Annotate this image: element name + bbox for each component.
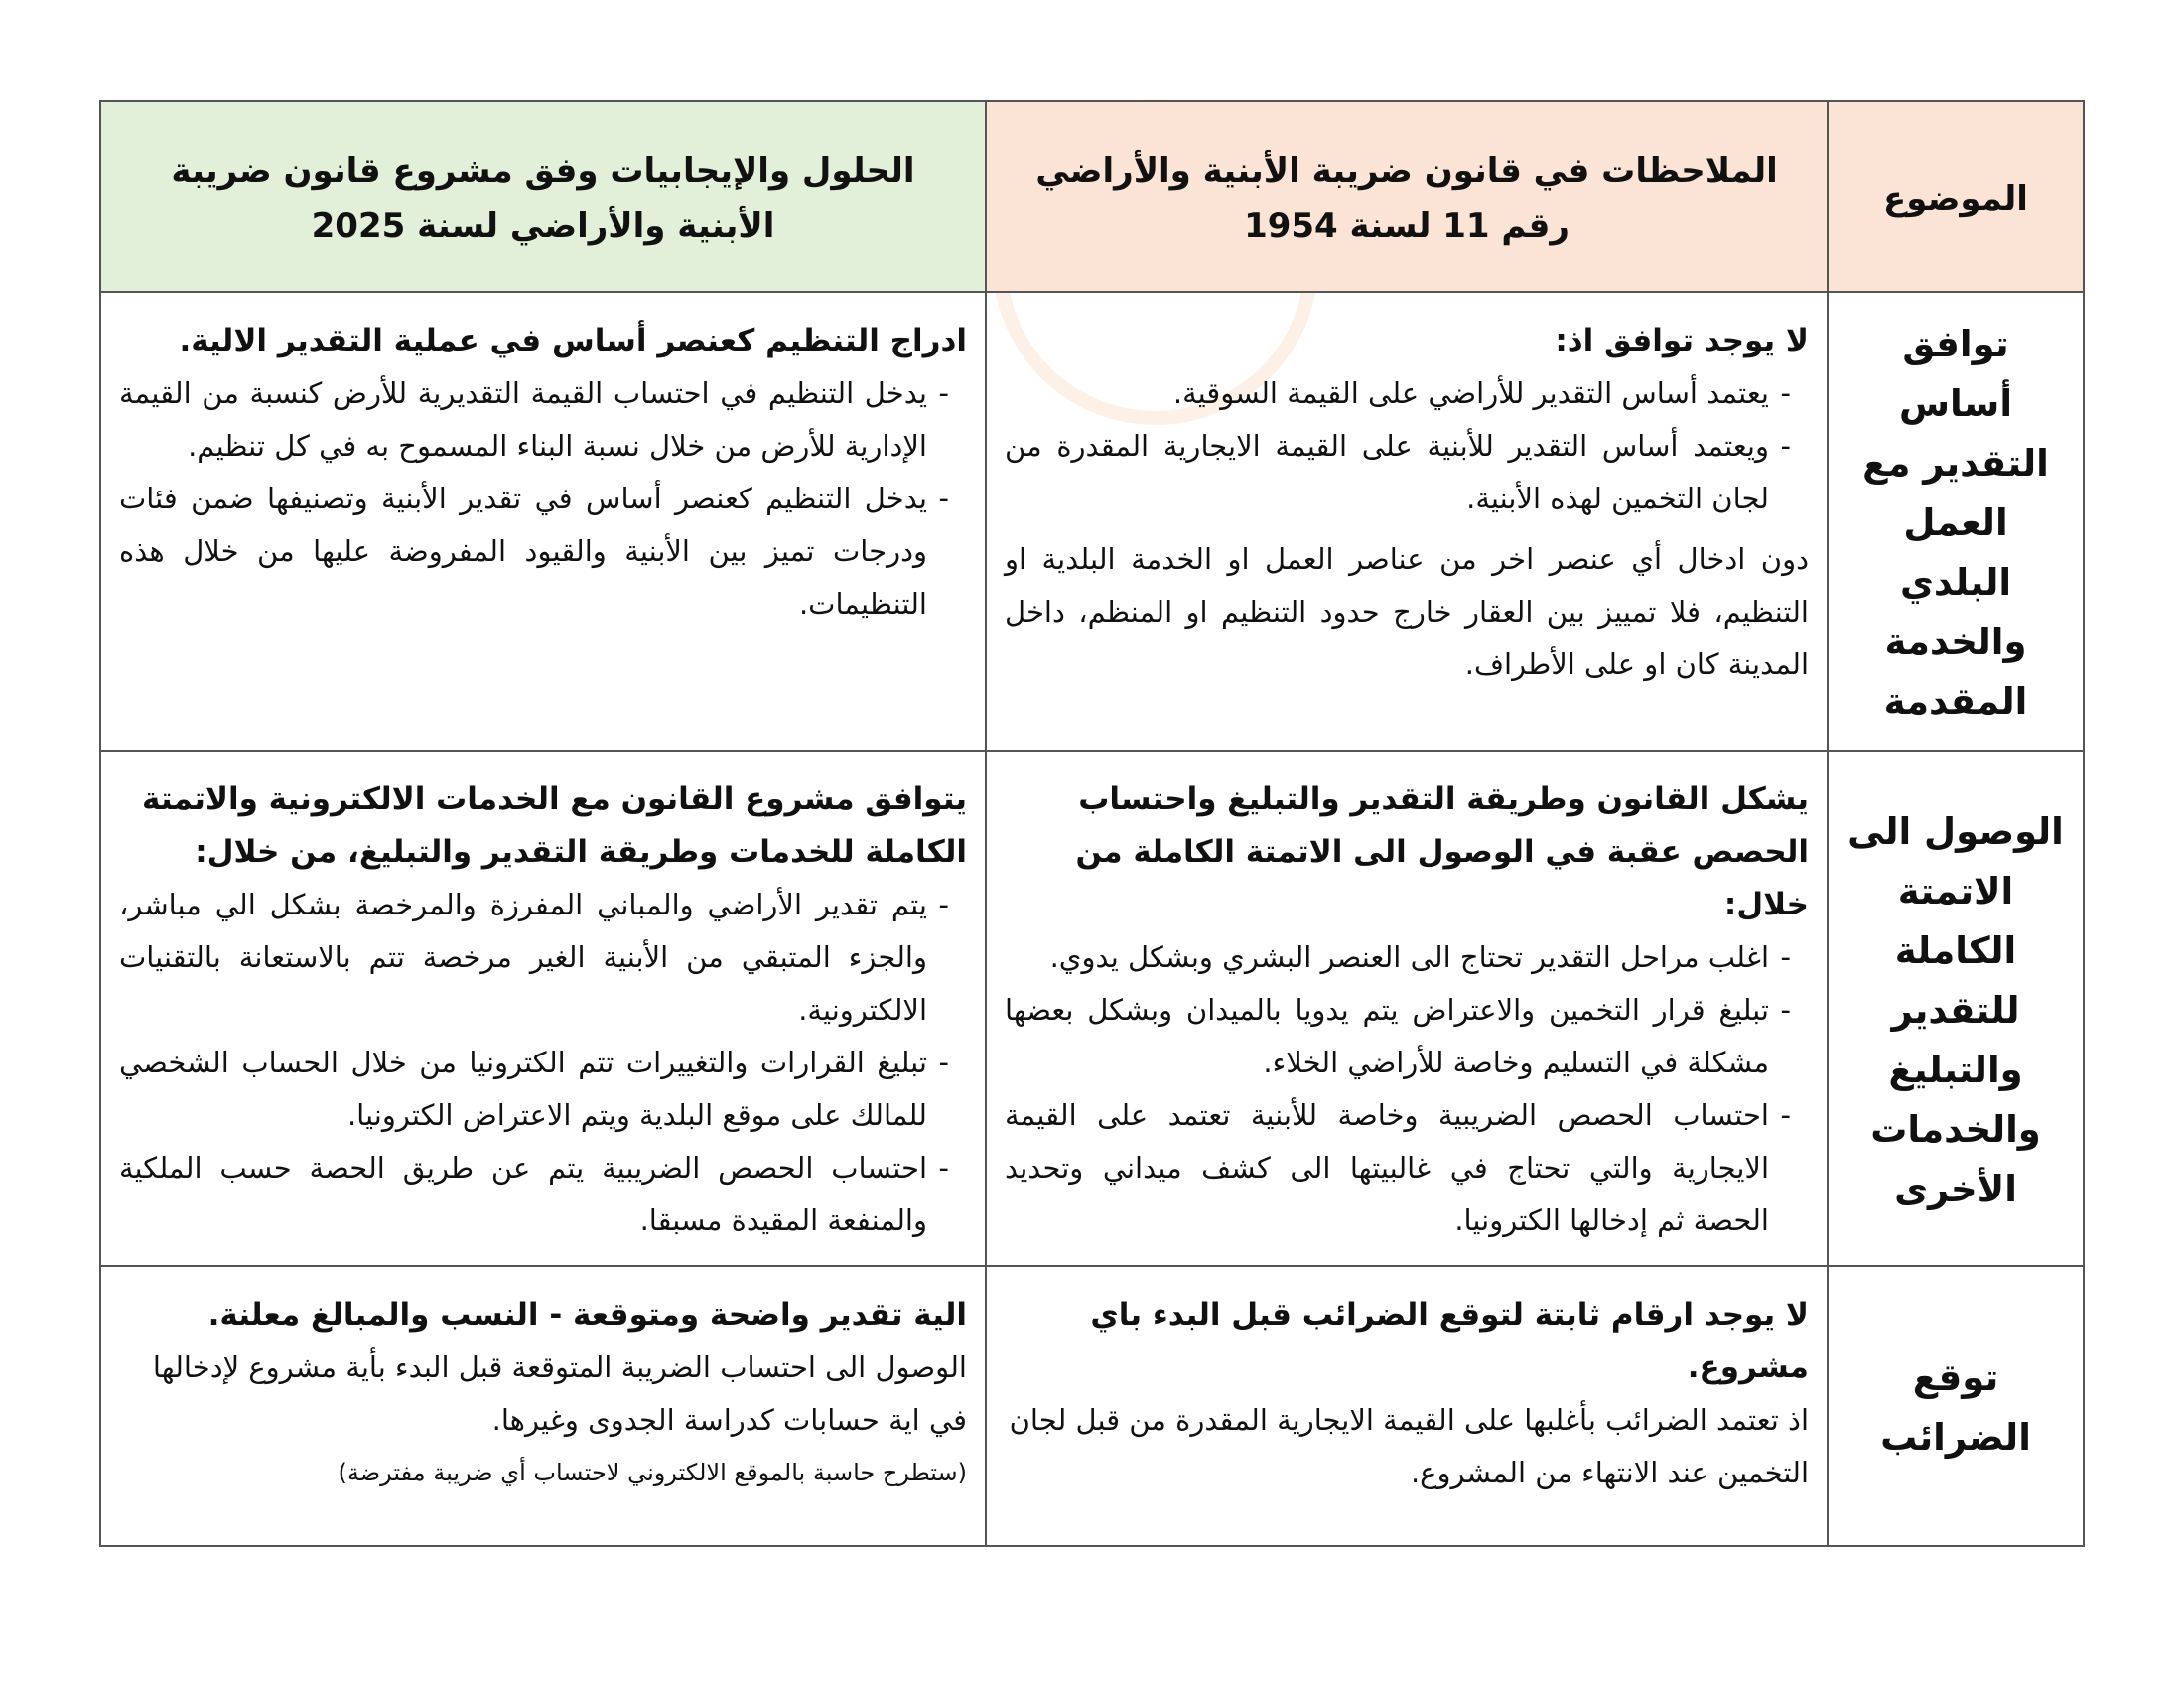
list-item: - يعتمد أساس التقدير للأراضي على القيمة السوقية. [1005,367,1791,420]
list-item: - اغلب مراحل التقدير تحتاج الى العنصر البشري وبشكل يدوي. [1005,931,1791,984]
bullet-list [1005,367,1809,525]
row-topic: توافق أساس التقدير مع العمل البلدي والخدمة المقدمة [1828,292,2084,751]
list-item: - ويعتمد أساس التقدير للأبنية على القيمة الايجارية المقدرة من لجان التخمين لهذه الأبنية. [1005,420,1791,525]
cell-small-note: (ستطرح حاسبة بالموقع الالكتروني لاحتساب أي ضريبة مفترضة) [338,1459,967,1486]
cell-lead: لا يوجد توافق اذ: [1555,323,1809,358]
bullet-list [119,367,967,631]
cell-note: الوصول الى احتساب الضريبة المتوقعة قبل البدء بأية مشروع لإدخالها في اية حسابات كدراسة الجدوى وغيرها. [152,1350,967,1437]
bullet-list [119,879,967,1247]
table-row [100,751,2084,1266]
new-law-cell [100,292,986,751]
list-item: - احتساب الحصص الضريبية وخاصة للأبنية تعتمد على القيمة الايجارية والتي تحتاج في غالبيتها الى كشف ميداني وتحديد الحصة ثم إدخالها الكترونيا. [1005,1089,1791,1247]
list-item: - احتساب الحصص الضريبية يتم عن طريق الحصة حسب الملكية والمنفعة المقيدة مسبقا. [119,1142,949,1247]
old-law-cell [986,1266,1828,1546]
header-topic: الموضوع [1828,101,2084,292]
cell-lead: ادراج التنظيم كعنصر أساس في عملية التقدير الالية. [179,323,967,358]
row-topic: توقع الضرائب [1828,1266,2084,1546]
comparison-table [99,100,2085,1547]
header-old-law: الملاحظات في قانون ضريبة الأبنية والأراضي رقم 11 لسنة 1954 [986,101,1828,292]
header-new-law: الحلول والإيجابيات وفق مشروع قانون ضريبة الأبنية والأراضي لسنة 2025 [100,101,986,292]
new-law-cell [100,1266,986,1546]
cell-note: اذ تعتمد الضرائب بأغلبها على القيمة الايجارية المقدرة من قبل لجان التخمين عند الانتهاء من المشروع. [1009,1403,1809,1489]
list-item: - تبليغ قرار التخمين والاعتراض يتم يدويا بالميدان وبشكل بعضها مشكلة في التسليم وخاصة للأراضي الخلاء. [1005,984,1791,1089]
header-row [100,101,2084,292]
cell-lead: يتوافق مشروع القانون مع الخدمات الالكترونية والاتمتة الكاملة للخدمات وطريقة التقدير والتبليغ، من خلال: [142,781,967,870]
new-law-cell [100,751,986,1266]
list-item: - تبليغ القرارات والتغييرات تتم الكترونيا من خلال الحساب الشخصي للمالك على موقع البلدية ويتم الاعتراض الكترونيا. [119,1037,949,1142]
list-item: - يدخل التنظيم كعنصر أساس في تقدير الأبنية وتصنيفها ضمن فئات ودرجات تميز بين الأبنية والقيود المفروضة عليها من خلال هذه التنظيمات. [119,473,949,631]
table-row [100,292,2084,751]
bullet-list [1005,931,1809,1247]
old-law-cell [986,751,1828,1266]
cell-lead: يشكل القانون وطريقة التقدير والتبليغ واحتساب الحصص عقبة في الوصول الى الاتمتة الكاملة من خلال: [1075,781,1809,922]
cell-lead: لا يوجد ارقام ثابتة لتوقع الضرائب قبل البدء باي مشروع. [1090,1297,1809,1385]
old-law-cell [986,292,1828,751]
list-item: - يدخل التنظيم في احتساب القيمة التقديرية للأرض كنسبة من القيمة الإدارية للأرض من خلال نسبة البناء المسموح به في كل تنظيم. [119,367,949,473]
row-topic: الوصول الى الاتمتة الكاملة للتقدير والتبليغ والخدمات الأخرى [1828,751,2084,1266]
cell-note: دون ادخال أي عنصر اخر من عناصر العمل او الخدمة البلدية او التنظيم، فلا تمييز بين العقار خارج حدود التنظيم او المنظم، داخل المدينة كان او على الأطراف. [1005,542,1809,681]
cell-lead: الية تقدير واضحة ومتوقعة - النسب والمبالغ معلنة. [207,1297,967,1333]
table-row [100,1266,2084,1546]
list-item: - يتم تقدير الأراضي والمباني المفرزة والمرخصة بشكل الي مباشر، والجزء المتبقي من الأبنية الغير مرخصة تتم بالاستعانة بالتقنيات الالكترونية. [119,879,949,1037]
